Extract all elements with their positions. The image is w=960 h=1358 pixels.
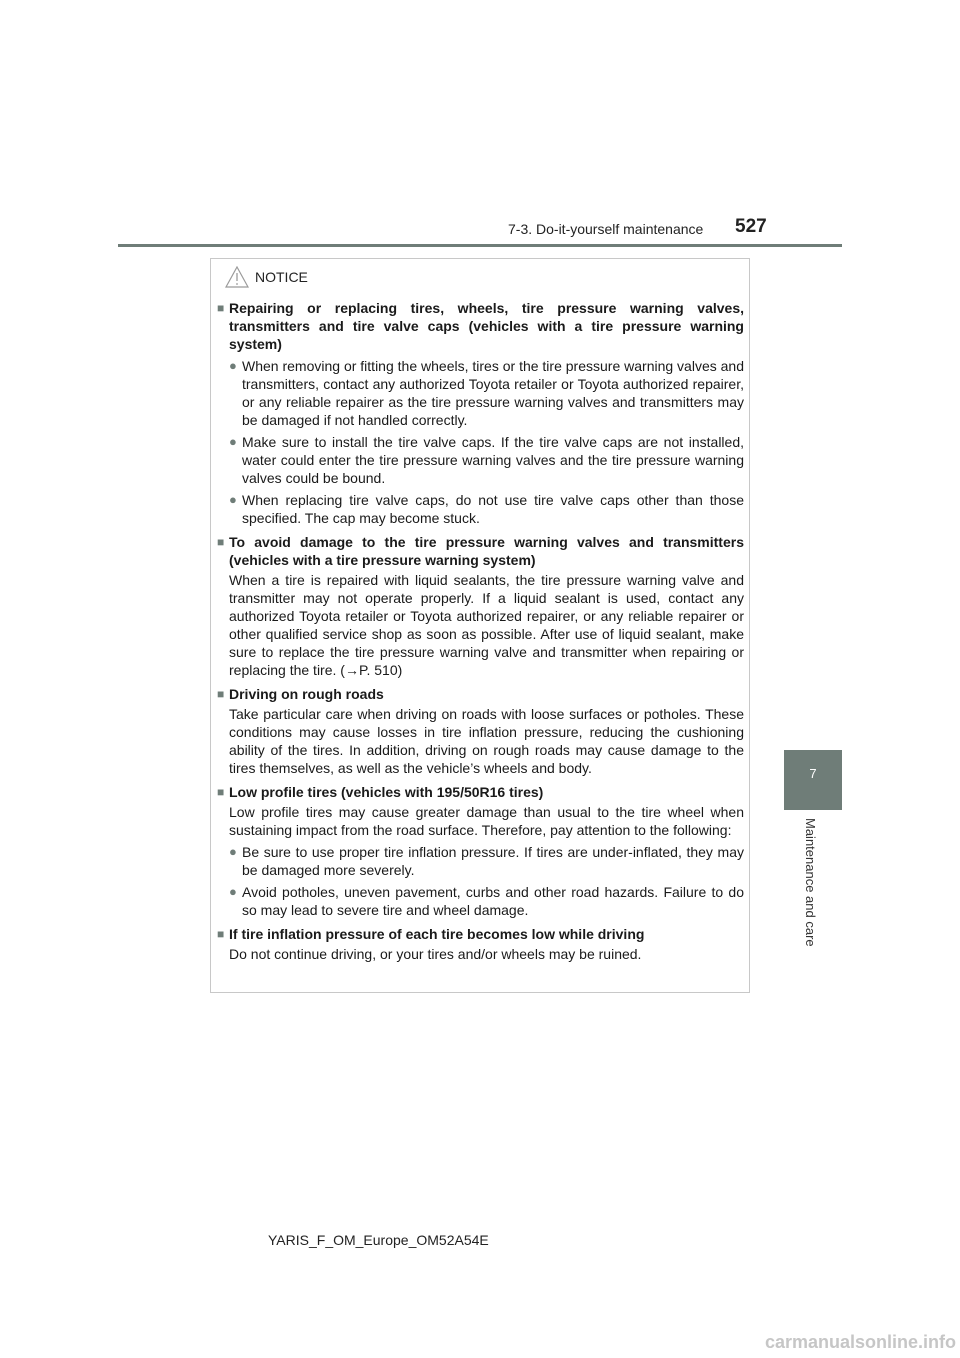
notice-box [210, 258, 750, 993]
section-heading [217, 299, 744, 353]
bullet-text: Be sure to use proper tire inflation pressure. If tires are under-inflated, they may be damaged more severely. [242, 844, 744, 878]
section-paragraph: Low profile tires may cause greater damage than usual to the tire wheel when sustaining impact from the road surface. Therefore, pay attention to the following: [229, 804, 744, 838]
chapter-number: 7 [809, 766, 817, 781]
warning-triangle-icon [225, 266, 249, 288]
square-bullet-icon: ■ [217, 687, 225, 701]
notice-title: NOTICE [255, 269, 308, 285]
section-heading-text: Low profile tires (vehicles with 195/50R16 tires) [229, 784, 544, 800]
notice-header [225, 265, 308, 289]
notice-section [217, 685, 744, 777]
round-bullet-icon: ● [229, 844, 237, 859]
bullet-item [229, 357, 744, 429]
chapter-label [802, 818, 818, 968]
square-bullet-icon: ■ [217, 301, 225, 315]
square-bullet-icon: ■ [217, 535, 225, 549]
bullet-text: Make sure to install the tire valve caps. If the tire valve caps are not installed, water could enter the tire pressure warning valves and the tire pressure warning valves could be bound. [242, 434, 744, 486]
notice-section [217, 783, 744, 919]
section-heading [217, 533, 744, 569]
round-bullet-icon: ● [229, 358, 237, 373]
chapter-tab[interactable] [784, 750, 842, 810]
section-heading-text: Repairing or replacing tires, wheels, tire pressure warning valves, transmitters and tire valve caps (vehicles with a tire pressure warning system) [229, 300, 744, 352]
section-body [217, 705, 744, 777]
section-body [217, 945, 744, 963]
bullet-text: When removing or fitting the wheels, tires or the tire pressure warning valves and transmitters, contact any authorized Toyota retailer or Toyota authorized repairer, or any reliable repairer as the tire pressure warning valves and transmitters may be damaged if not handled correctly. [242, 358, 744, 428]
section-heading-text: Driving on rough roads [229, 686, 384, 702]
section-heading [217, 783, 744, 801]
section-heading-text: If tire inflation pressure of each tire becomes low while driving [229, 926, 645, 942]
round-bullet-icon: ● [229, 884, 237, 899]
chapter-label-text: Maintenance and care [803, 818, 818, 947]
round-bullet-icon: ● [229, 492, 237, 507]
round-bullet-icon: ● [229, 434, 237, 449]
bullet-item [229, 843, 744, 879]
bullet-item [229, 433, 744, 487]
section-heading [217, 925, 744, 943]
notice-content [217, 299, 744, 969]
section-paragraph: Do not continue driving, or your tires and/or wheels may be ruined. [229, 946, 642, 962]
section-heading-text: To avoid damage to the tire pressure warning valves and transmitters (vehicles with a tire pressure warning system) [229, 534, 744, 568]
notice-section [217, 299, 744, 527]
section-body [217, 571, 744, 679]
document-id: YARIS_F_OM_Europe_OM52A54E [268, 1232, 489, 1248]
section-body [217, 803, 744, 919]
notice-section [217, 533, 744, 679]
header-section-title: 7-3. Do-it-yourself maintenance [508, 221, 704, 237]
bullet-text: Avoid potholes, uneven pavement, curbs and other road hazards. Failure to do so may lead to severe tire and wheel damage. [242, 884, 744, 918]
section-paragraph: When a tire is repaired with liquid sealants, the tire pressure warning valve and transmitter may not operate properly. If a liquid sealant is used, contact any authorized Toyota retailer or Toyota authorized repairer, or any reliable repairer or other qualified service shop as soon as possible. After use of liquid sealant, make sure to replace the tire pressure warning valve and transmitter when repairing or replacing the tire. (→P. 510) [229, 572, 744, 678]
bullet-item [229, 491, 744, 527]
bullet-item [229, 883, 744, 919]
section-heading [217, 685, 744, 703]
header-divider [118, 244, 842, 247]
square-bullet-icon: ■ [217, 785, 225, 799]
page-number: 527 [735, 216, 767, 237]
watermark: carmanualsonline.info [764, 1332, 956, 1352]
notice-section [217, 925, 744, 963]
square-bullet-icon: ■ [217, 927, 225, 941]
section-paragraph: Take particular care when driving on roads with loose surfaces or potholes. These conditions may cause losses in tire inflation pressure, reducing the cushioning ability of the tires. In addition, driving on rough roads may cause damage to the tires themselves, as well as the vehicle’s wheels and body. [229, 706, 744, 776]
bullet-text: When replacing tire valve caps, do not use tire valve caps other than those specified. The cap may become stuck. [242, 492, 744, 526]
section-body [217, 357, 744, 527]
